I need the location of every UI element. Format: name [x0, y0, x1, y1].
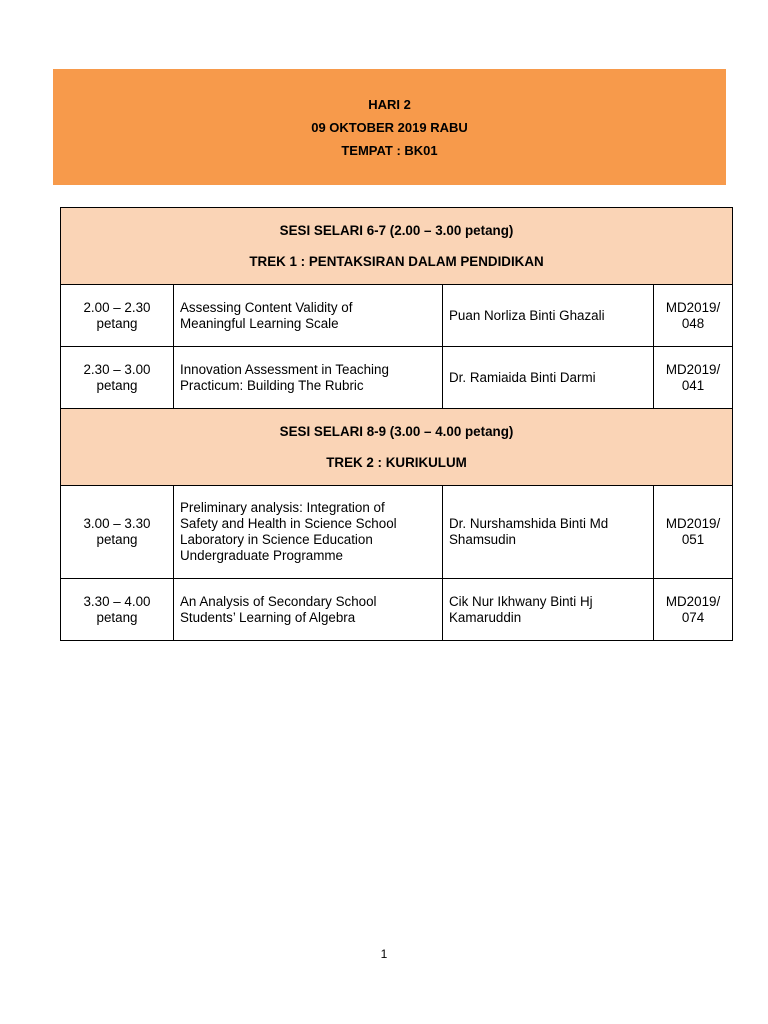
code-line: MD2019/ — [665, 516, 721, 531]
track-title: TREK 1 : PENTAKSIRAN DALAM PENDIDIKAN — [249, 253, 544, 269]
time-line: 2.00 – 2.30 — [83, 299, 151, 315]
day-header-banner — [53, 69, 726, 185]
title-line: Preliminary analysis: Integration of — [180, 500, 385, 515]
title-line: Laboratory in Science Education — [180, 532, 373, 547]
table-row — [61, 486, 733, 579]
time-line: petang — [96, 315, 138, 331]
time-cell — [61, 486, 174, 579]
presenter-line: Dr. Nurshamshida Binti Md — [449, 516, 609, 531]
session-title: SESI SELARI 8-9 (3.00 – 4.00 petang) — [279, 423, 514, 439]
code-line: 041 — [681, 377, 705, 393]
presenter-line: Cik Nur Ikhwany Binti Hj — [449, 593, 593, 609]
code-cell — [654, 347, 733, 409]
time-line: 3.30 – 4.00 — [83, 593, 151, 609]
title-line: Safety and Health in Science School — [180, 516, 397, 531]
presenter-line: Puan Norliza Binti Ghazali — [449, 307, 605, 323]
track-title: TREK 2 : KURIKULUM — [326, 454, 467, 470]
title-line: Assessing Content Validity of — [180, 299, 353, 315]
time-cell — [61, 347, 174, 409]
time-line: 3.00 – 3.30 — [83, 516, 151, 531]
title-line: An Analysis of Secondary School — [180, 593, 377, 609]
code-line: 074 — [681, 609, 705, 625]
paper-title-cell — [174, 285, 443, 347]
presenter-cell — [443, 579, 654, 641]
schedule-table — [60, 207, 733, 641]
presenter-cell — [443, 486, 654, 579]
code-line: MD2019/ — [665, 299, 721, 315]
table-row — [61, 285, 733, 347]
time-line: petang — [96, 377, 138, 393]
title-line: Practicum: Building The Rubric — [180, 377, 364, 393]
day-label: HARI 2 — [368, 96, 411, 112]
presenter-cell — [443, 285, 654, 347]
venue-label: TEMPAT : BK01 — [341, 142, 438, 158]
time-cell — [61, 285, 174, 347]
title-line: Innovation Assessment in Teaching — [180, 361, 389, 377]
session-header-row — [61, 409, 733, 486]
paper-title-cell — [174, 486, 443, 579]
presenter-line: Kamaruddin — [449, 609, 522, 625]
code-cell — [654, 579, 733, 641]
code-cell — [654, 486, 733, 579]
date-label: 09 OKTOBER 2019 RABU — [311, 119, 468, 135]
session-header — [61, 409, 733, 486]
time-cell — [61, 579, 174, 641]
table-row — [61, 347, 733, 409]
code-line: 051 — [681, 532, 705, 547]
presenter-line: Shamsudin — [449, 532, 516, 547]
session-header — [61, 208, 733, 285]
title-line: Meaningful Learning Scale — [180, 315, 339, 331]
code-line: MD2019/ — [665, 361, 721, 377]
code-cell — [654, 285, 733, 347]
session-title: SESI SELARI 6-7 (2.00 – 3.00 petang) — [279, 222, 514, 238]
presenter-cell — [443, 347, 654, 409]
presenter-line: Dr. Ramiaida Binti Darmi — [449, 369, 596, 385]
time-line: petang — [96, 609, 138, 625]
code-line: 048 — [681, 315, 705, 331]
page-number: 1 — [380, 947, 388, 961]
paper-title-cell — [174, 347, 443, 409]
time-line: petang — [96, 532, 138, 547]
paper-title-cell — [174, 579, 443, 641]
time-line: 2.30 – 3.00 — [83, 361, 151, 377]
session-header-row — [61, 208, 733, 285]
table-row — [61, 579, 733, 641]
code-line: MD2019/ — [665, 593, 721, 609]
title-line: Students’ Learning of Algebra — [180, 609, 356, 625]
title-line: Undergraduate Programme — [180, 548, 344, 563]
